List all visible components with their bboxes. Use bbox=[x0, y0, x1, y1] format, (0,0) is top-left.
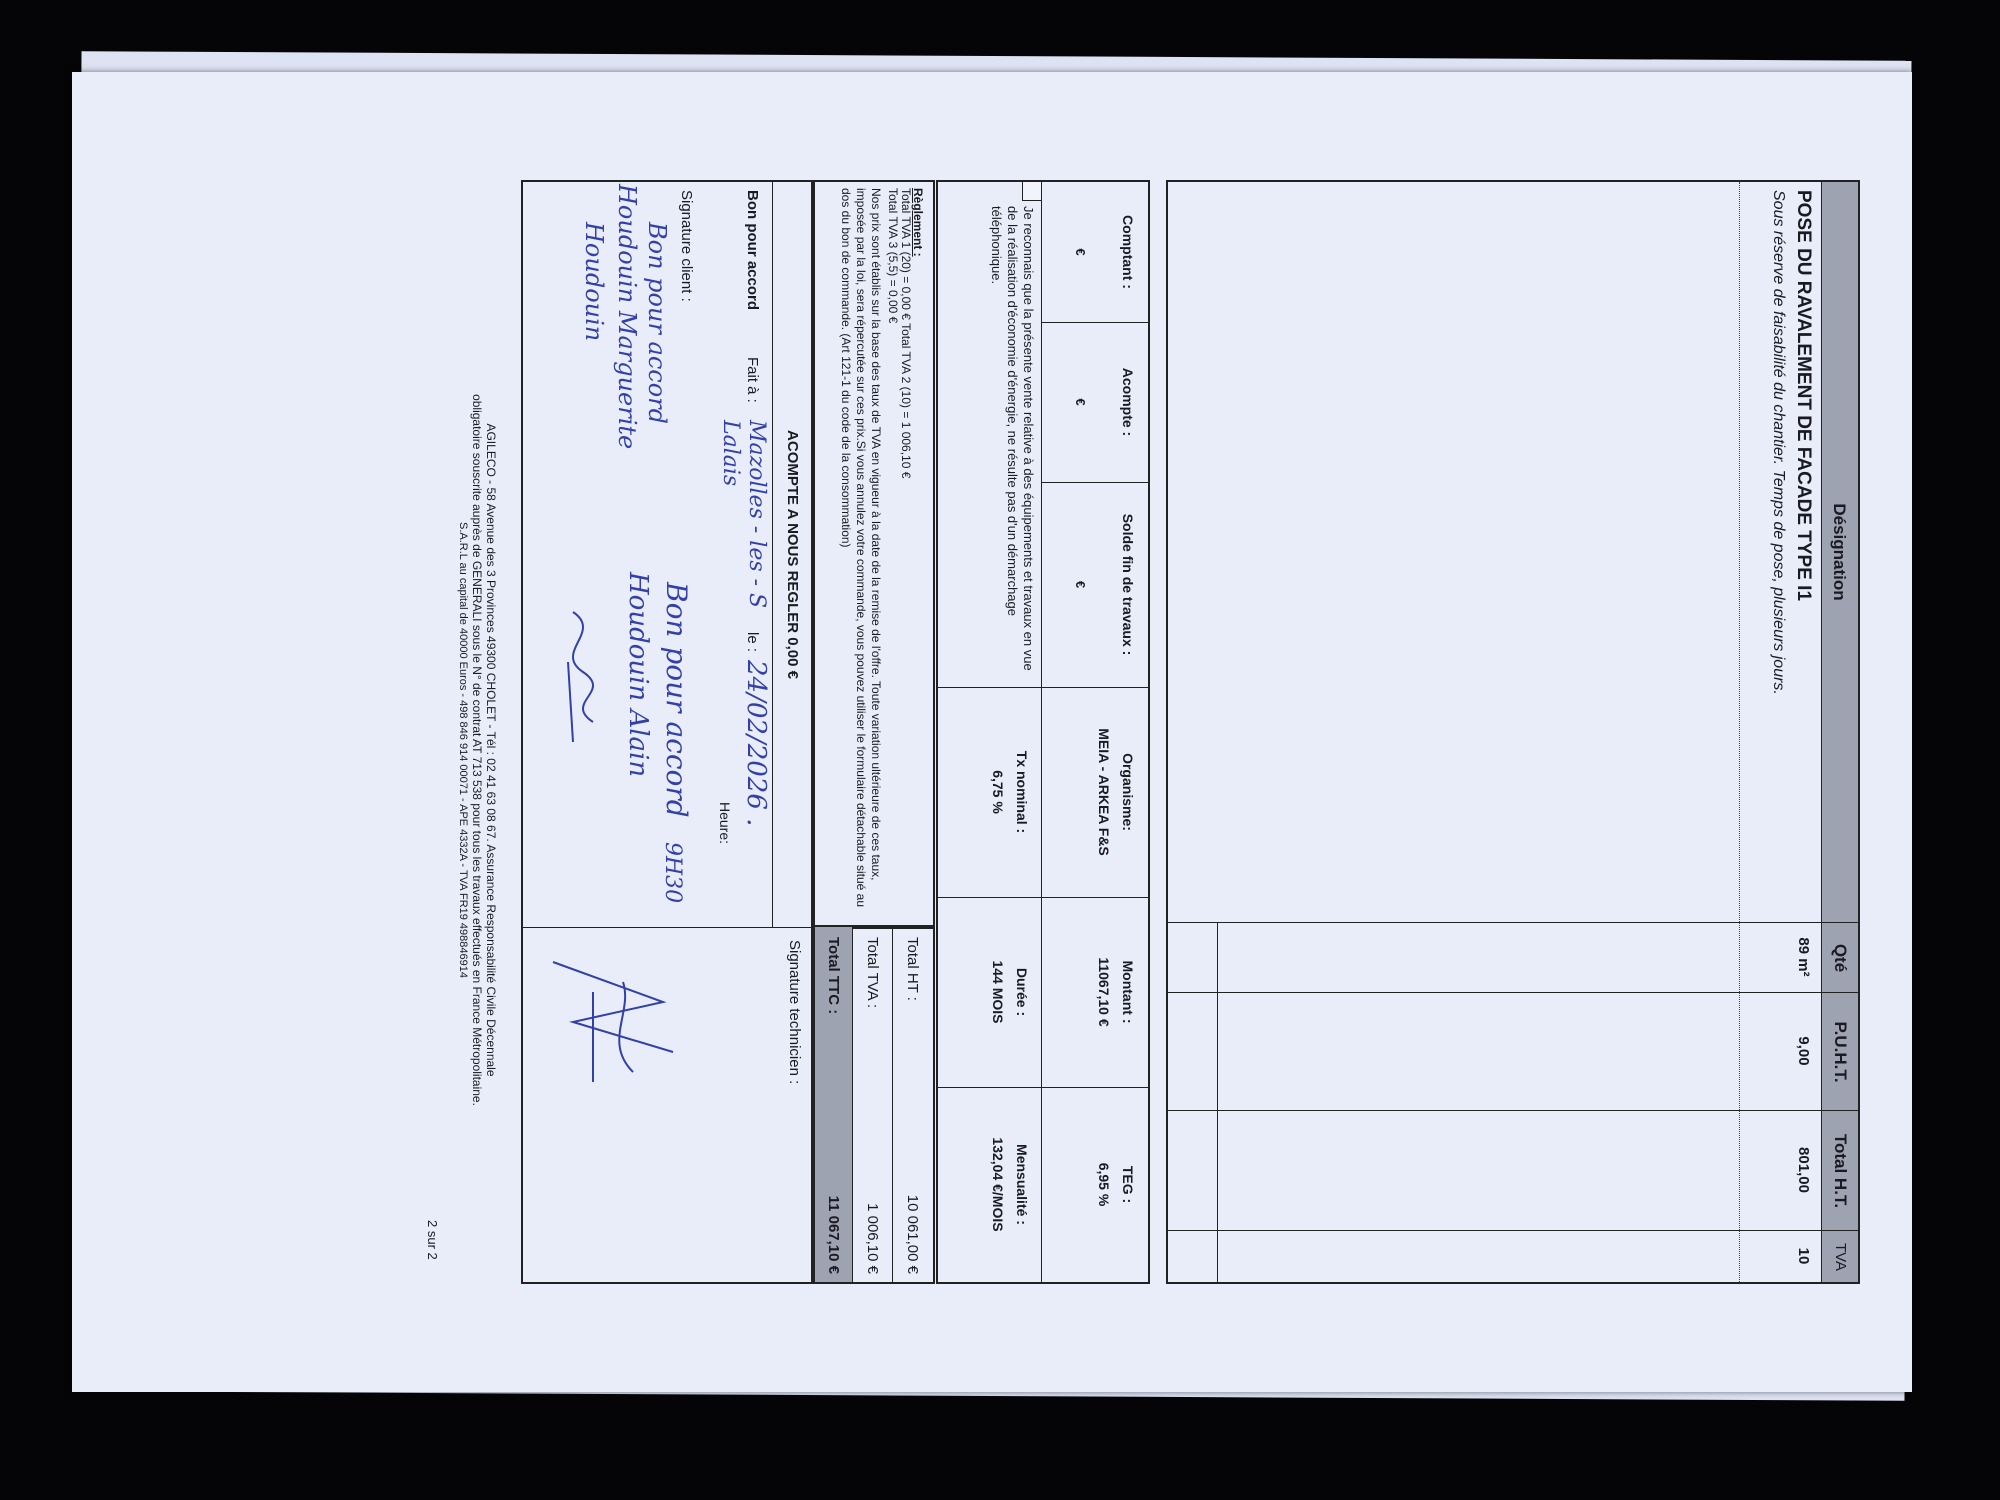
col-sep bbox=[938, 1087, 1148, 1088]
checkbox[interactable] bbox=[1022, 181, 1042, 201]
header-tva: TVA bbox=[1822, 1230, 1858, 1283]
client-handwriting-3: Houdouin bbox=[580, 222, 608, 342]
col-sep bbox=[1168, 992, 1822, 993]
col-sep bbox=[1168, 1230, 1822, 1231]
fait-label: Fait à : bbox=[744, 357, 761, 403]
col-sep bbox=[938, 897, 1148, 898]
footer-line3: S.A.R.L au capital de 40000 Euros - 498 846 914 00071 - APE 4332A - TVA FR19 498846914 bbox=[457, 521, 469, 978]
teg-value: 6,95 % bbox=[1096, 1162, 1112, 1207]
footer-line1: AGILECO - 58 Avenue des 3 Provinces 49300 CHOLET - Tél : 02 41 63 08 67. Assurance Responsabilité Civile Décennale bbox=[484, 423, 498, 1077]
finance-box bbox=[936, 180, 1150, 1284]
client-handwriting-1: Bon pour accord bbox=[643, 222, 671, 425]
reglement-box bbox=[811, 180, 935, 929]
signature-technicien-label: Signature technicien : bbox=[786, 940, 803, 1085]
items-table bbox=[1166, 180, 1860, 1284]
acompte-value: € bbox=[1073, 398, 1088, 406]
total-tva-value: 1 006,10 € bbox=[864, 1203, 881, 1274]
acompte-text: ACOMPTE A NOUS REGLER 0,00 € bbox=[784, 430, 801, 679]
item-qty: 89 m² bbox=[1795, 937, 1812, 977]
montant-value: 11067,10 € bbox=[1096, 957, 1112, 1027]
comptant-label: Comptant : bbox=[1120, 215, 1136, 289]
table-header bbox=[1821, 182, 1858, 1282]
reglement-legal: Nos prix sont établis sur la base des taux de TVA en vigueur à la date de la remise de l'offre. Toute variation ultérieure de ces taux, imposée par la loi, sera répercutée sur ces prix.Si vous annulez votre commande, vous pouvez utiliser le formulaire détachable situé au dos du bon de commande. (Art 121-1 du code de la consommation) bbox=[839, 188, 883, 908]
client-handwriting-4: Bon pour accord bbox=[660, 582, 693, 818]
col-sep bbox=[938, 687, 1148, 688]
totals-sep bbox=[852, 927, 853, 1282]
total-ht-label: Total HT : bbox=[904, 937, 921, 1001]
tx-value: 6,75 % bbox=[990, 770, 1006, 814]
technician-signature-scribble bbox=[543, 942, 693, 1092]
col-sep bbox=[1168, 1110, 1822, 1111]
accord-box bbox=[521, 180, 815, 1284]
client-signature-scribble bbox=[543, 602, 613, 762]
total-ttc-value: 11 067,10 € bbox=[825, 1195, 842, 1274]
header-pu: P.U.H.T. bbox=[1822, 992, 1858, 1111]
total-ht-value: 10 061,00 € bbox=[904, 1194, 921, 1274]
signature-client-label: Signature client : bbox=[678, 190, 695, 302]
col-sep bbox=[523, 927, 813, 928]
le-label: le : bbox=[744, 632, 761, 653]
bon-pour-accord-label: Bon pour accord bbox=[744, 190, 761, 311]
duree-label: Durée : bbox=[1014, 967, 1030, 1017]
duree-value: 144 MOIS bbox=[990, 960, 1006, 1024]
item-total: 801,00 bbox=[1795, 1147, 1812, 1193]
reglement-line1: Total TVA 1 (20) = 0,00 € Total TVA 2 (10) = 1 006,10 € bbox=[899, 188, 913, 479]
row-divider bbox=[1739, 182, 1740, 1282]
header-qty: Qté bbox=[1822, 922, 1858, 993]
le-value: 24/02/2026 . bbox=[741, 660, 771, 827]
totals-box bbox=[811, 925, 935, 1284]
footer-line2: obligatoire souscrite auprès de GENERALI sous le N° de contrat AT 713 538 pour tous les travaux effectués en France Métropolitaine. bbox=[470, 394, 484, 1106]
comptant-value: € bbox=[1073, 248, 1088, 256]
col-sep bbox=[1168, 922, 1822, 923]
tx-label: Tx nominal : bbox=[1014, 750, 1030, 834]
fait-value: Mazolles - les - S Lalais bbox=[718, 420, 769, 609]
client-handwriting-5: Houdouin Alain bbox=[623, 572, 653, 778]
header-designation: Désignation bbox=[1830, 503, 1849, 601]
item-pu: 9,00 bbox=[1795, 1036, 1812, 1066]
page-number: 2 sur 2 bbox=[425, 1220, 440, 1260]
organisme-value: MEIA - ARKEA F&S bbox=[1096, 728, 1112, 856]
totals-sep bbox=[892, 927, 893, 1282]
teg-label: TEG : bbox=[1120, 1165, 1136, 1204]
heure-label: Heure: bbox=[717, 802, 733, 845]
acompte-label: Acompte : bbox=[1120, 367, 1136, 437]
montant-label: Montant : bbox=[1120, 960, 1136, 1024]
row-divider bbox=[1217, 922, 1218, 1282]
item-title: POSE DU RAVALEMENT DE FACADE TYPE I1 bbox=[1793, 190, 1814, 602]
solde-label: Solde fin de travaux : bbox=[1120, 513, 1136, 656]
reglement-title: Règlement : bbox=[911, 188, 925, 257]
solde-value: € bbox=[1073, 580, 1088, 589]
total-ttc-label: Total TTC : bbox=[825, 937, 842, 1015]
document-page bbox=[110, 140, 1890, 1360]
item-tva: 10 bbox=[1795, 1247, 1812, 1265]
checkbox-text: Je reconnais que la présente vente relative à des équipements et travaux en vue de la réalisation d'économie d'énergie, ne résulte pas d'un démarchage téléphonique. bbox=[989, 206, 1036, 671]
total-tva-label: Total TVA : bbox=[864, 937, 881, 1009]
client-handwriting-2: Houdouin Marguerite bbox=[613, 184, 641, 450]
heure-value: 9H30 bbox=[660, 842, 685, 904]
item-subtitle: Sous réserve de faisabilité du chantier. Temps de pose, plusieurs jours. bbox=[1770, 190, 1787, 695]
organisme-label: Organisme: bbox=[1120, 753, 1136, 831]
reglement-line2: Total TVA 3 (5,5) = 0,00 € bbox=[886, 188, 900, 324]
mensualite-value: 132,04 €/MOIS bbox=[990, 1137, 1006, 1232]
header-total: Total H.T. bbox=[1822, 1110, 1858, 1231]
mensualite-label: Mensualité : bbox=[1014, 1144, 1030, 1225]
